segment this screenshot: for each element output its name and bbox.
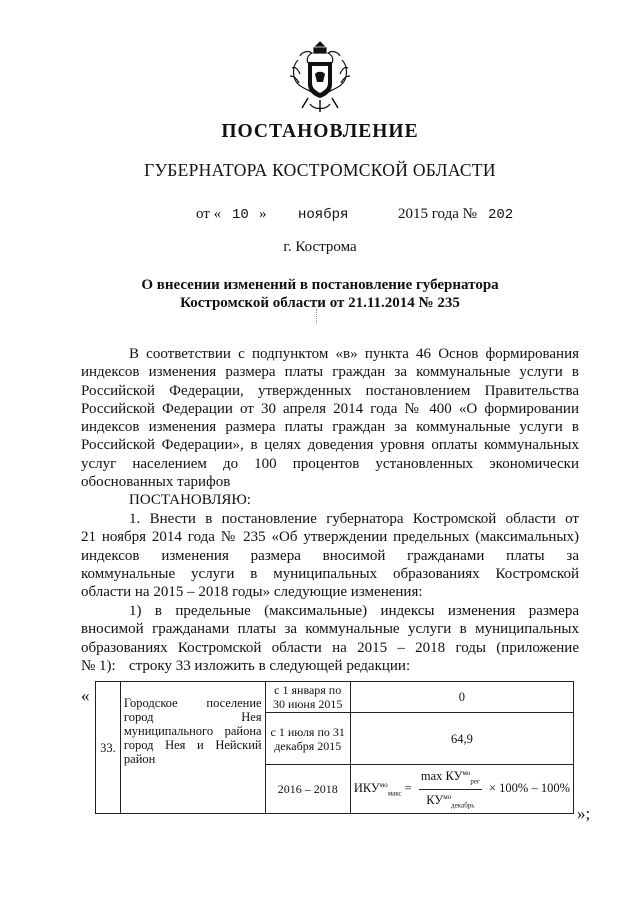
margin-mark [316, 309, 319, 323]
text-line: 21 ноября 2014 года № 235 «Об утверждении предельных (максимальных) [81, 529, 579, 546]
document-title: ПОСТАНОВЛЕНИЕ [221, 121, 419, 142]
text-line: В соответствии с подпунктом «в» пункта 46 Основ формирования [129, 346, 579, 362]
document-subtitle: ГУБЕРНАТОРА КОСТРОМСКОЙ ОБЛАСТИ [144, 160, 496, 180]
heading-line-1: О внесении изменений в постановление губернатора [141, 277, 499, 293]
period-cell: с 1 января по 30 июня 2015 [265, 682, 350, 713]
period-cell: с 1 июля по 31 декабря 2015 [265, 713, 350, 765]
formula-fraction: $\frac{\max КУ^{мо}_{рег}}{КУ^{мо}_{декабрь}}$ [419, 766, 482, 812]
coat-of-arms-emblem [288, 38, 352, 116]
text-line: индексов изменения размера платы граждан за коммунальные услуги в [81, 419, 579, 436]
text-line: услуг населением до 100 процентов установленных экономически [81, 455, 579, 472]
quote-open: « [81, 686, 90, 705]
text-line: коммунальные услуги в муниципальных образованиях Костромской [81, 565, 579, 582]
formula-cell [350, 765, 573, 814]
paragraph-row-instruction: строку 33 изложить в следующей редакции: [129, 658, 411, 674]
paragraph-preamble [81, 345, 579, 491]
date-prefix: от « [196, 206, 222, 222]
text-line: Российской Федерации», в целях доведения уровня оплаты коммунальных [81, 437, 579, 454]
date-line [196, 206, 536, 228]
city: г. Кострома [283, 239, 357, 255]
value-cell: 64,9 [350, 713, 573, 765]
text-line: № 1): [81, 657, 116, 674]
text-line: 1. Внести в постановление губернатора Костромской области от [129, 511, 579, 527]
period-cell: 2016 – 2018 [265, 765, 350, 814]
index-formula: $ИКУ^{мо}_{макс}$ = $\frac{\max КУ^{мо}_{рег}}{КУ^{мо}_{декабрь}}$ × 100% – 100% [354, 781, 570, 795]
text-line: индексов изменения размера вносимой гражданами платы за [81, 547, 579, 564]
text-line: Российской Федерации от 30 апреля 2014 года № 400 «О формировании [81, 400, 579, 417]
indices-table [95, 681, 574, 814]
value-cell: 0 [350, 682, 573, 713]
resolve-word: ПОСТАНОВЛЯЮ: [129, 492, 251, 508]
quote-close: »; [577, 804, 591, 823]
text-line: области на 2015 – 2018 годы» следующие изменения: [81, 584, 423, 601]
text-line: вносимой гражданами платы за коммунальные услуги в муниципальных [81, 621, 579, 638]
paragraph-amendment [81, 510, 579, 601]
text-line: обоснованных тарифов [81, 474, 231, 491]
text-line: образованиях Костромской области на 2015 – 2018 годы (приложение [81, 639, 579, 656]
date-day-close: » [259, 206, 267, 222]
document-number: 202 [488, 207, 514, 223]
text-line: 1) в предельные (максимальные) индексы изменения размера [129, 603, 579, 619]
date-day: 10 [232, 207, 249, 223]
row-number: 33. [96, 682, 121, 814]
date-month: ноября [298, 207, 349, 223]
heading-line-2: Костромской области от 21.11.2014 № 235 [180, 295, 460, 311]
municipality-name: Городское поселение город Нея муниципального района город Нея и Нейский район [120, 682, 265, 814]
date-year: 2015 года № [398, 206, 477, 222]
text-line: Российской Федерации, утвержденных постановлением Правительства [81, 382, 579, 399]
table-row [96, 682, 574, 713]
text-line: индексов изменения размера платы граждан за коммунальные услуги в [81, 364, 579, 381]
document-heading [0, 276, 640, 312]
